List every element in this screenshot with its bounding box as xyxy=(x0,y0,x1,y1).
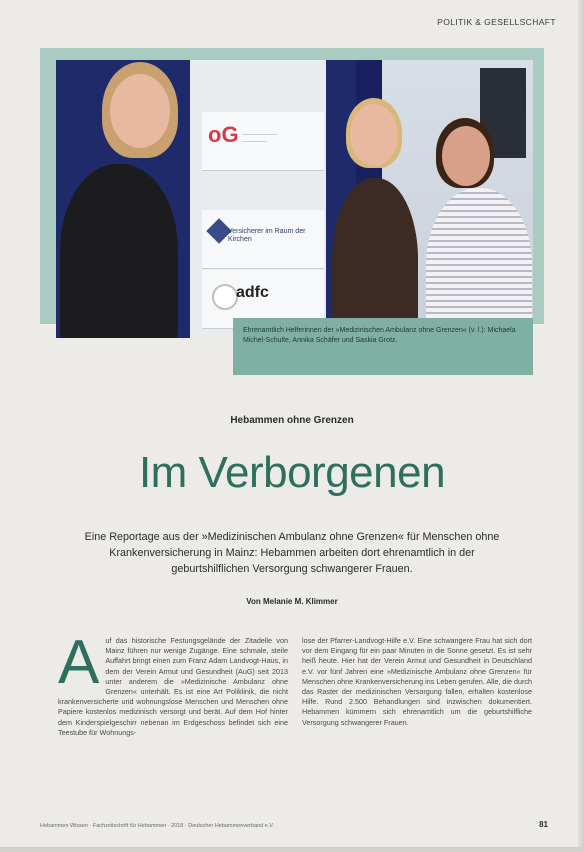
body-column-left xyxy=(58,628,288,738)
sign-wall xyxy=(190,60,326,338)
article-lead: Eine Reportage aus der »Medizinischen Ambulanz ohne Grenzen« für Menschen ohne Krankenversicherung in Mainz: Hebammen arbeiten dort ehrenamtlich in der geburtshilflichen Versorgung schwangerer Frauen. xyxy=(84,531,500,575)
article-kicker: Hebammen ohne Grenzen xyxy=(230,415,354,426)
article-headline: Im Verborgenen xyxy=(138,448,446,497)
sign-plate-adfc-text: adfc xyxy=(236,284,269,301)
sign-plate-oc xyxy=(202,112,324,171)
oc-logo: oG xyxy=(208,122,239,147)
person-left-body xyxy=(60,164,178,338)
page-footer: Hebammen Wissen · Fachzeitschrift für Hebammen · 2018 · Deutscher Hebammenverband e.V. xyxy=(40,823,274,829)
page-edge-bottom xyxy=(0,847,584,852)
photo-caption: Ehrenamtlich Helferinnen der »Medizinischen Ambulanz ohne Grenzen« (v. l.): Michaela Michel-Schulte, Annika Schäfer und Saskia Grotz. xyxy=(233,318,533,375)
person-middle-body xyxy=(332,178,418,338)
body-column-right xyxy=(302,636,532,728)
sign-plate-small-text: ——————— ————— xyxy=(242,132,277,145)
drop-cap: A xyxy=(58,628,100,697)
sign-plate-versicherer xyxy=(202,210,324,269)
page-number: 81 xyxy=(539,820,548,829)
person-right-body xyxy=(426,188,532,338)
body-text-left: uf das historische Festungsgelände der Zitadelle von Mainz führen nur wenige Zugänge. Eine schmale, steile Auffahrt bringt einen zum Franz Adam Landvogt-Haus, in dem der Verein Armut und Gesundheit (AuG) seit 2013 unter anderem die »Medizinische Ambulanz ohne Grenzen« unterhält. Es ist eine Art Poliklinik, die nicht krankenversicherte und wohnungslose Menschen und Menschen ohne Papiere kostenlos medizinisch versorgt und berät. Auf dem Hof hinter dem Kinderspielgeschirr nebenan im Erdgeschoss befindet sich eine Teestube für Wohnungs- xyxy=(58,636,288,737)
body-text-right: lose der Pfarrer-Landvogt-Hilfe e.V. Eine schwangere Frau hat sich dort vor dem Eingang für ein paar Minuten in die Sonne gesetzt. Es ist sehr heiß heute. Hier hat der Verein Armut und Gesundheit in Deutschland e.V. vor fünf Jahren eine »Medizinische Ambulanz ohne Grenzen« für Menschen ohne Krankenversicherung ins Leben gerufen. Alle, die durch das Raster der medizinischen Versorgung fallen, erhalten kostenlose Hilfe. Rund 2.500 Behandlungen sind inzwischen dokumentiert. Hebammen kümmern sich ehrenamtlich um die geburtshilfliche Versorgung schwangerer Frauen. xyxy=(302,636,532,727)
adfc-logo xyxy=(212,284,238,310)
article-photo xyxy=(56,60,533,338)
sign-plate-versicherer-text: Versicherer im Raum der Kirchen xyxy=(228,228,306,244)
person-middle-face xyxy=(350,104,398,166)
section-label: POLITIK & GESELLSCHAFT xyxy=(437,17,556,27)
person-right-face xyxy=(442,126,490,186)
article-byline: Von Melanie M. Klimmer xyxy=(246,597,338,606)
page-edge-right xyxy=(578,0,584,852)
person-left-face xyxy=(110,74,170,148)
